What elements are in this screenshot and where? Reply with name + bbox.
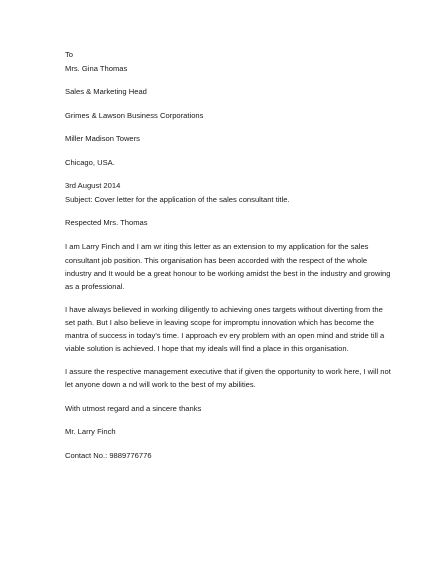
recipient-name: Mrs. Gina Thomas [65, 64, 128, 73]
to-label: To [65, 50, 74, 59]
closing-line: With utmost regard and a sincere thanks [65, 404, 202, 413]
recipient-title: Sales & Marketing Head [65, 87, 147, 96]
recipient-city: Chicago, USA. [65, 158, 115, 167]
paragraph-2-line: mantra of success in today's time. I approach ev ery problem with an open mind and stride till a [65, 331, 385, 340]
letter-subject: Subject: Cover letter for the application of the sales consultant title. [65, 195, 290, 204]
paragraph-2-line: set path. But I also believe in leaving scope for impromptu innovation which has become the [65, 318, 374, 327]
paragraph-1-line: consultant job position. This organisation has been accorded with the respect of the whole [65, 256, 368, 265]
recipient-building: Miller Madison Towers [65, 134, 140, 143]
paragraph-3-line: I assure the respective management executive that if given the opportunity to work here, I will not [65, 367, 391, 376]
paragraph-2-line: viable solution is achieved. I hope that my ideals will find a place in this organisation. [65, 344, 349, 353]
salutation: Respected Mrs. Thomas [65, 218, 148, 227]
paragraph-2-line: I have always believed in working diligently to achieving ones targets without diverting from the [65, 305, 383, 314]
letter-date: 3rd August 2014 [65, 181, 121, 190]
paragraph-3-line: let anyone down a nd will work to the best of my abilities. [65, 380, 256, 389]
contact-number: Contact No.: 9889776776 [65, 451, 152, 460]
paragraph-1-line: as a professional. [65, 282, 125, 291]
signature-name: Mr. Larry Finch [65, 427, 116, 436]
paragraph-1-line: I am Larry Finch and I am wr iting this letter as an extension to my application for the sales [65, 242, 369, 251]
recipient-company: Grimes & Lawson Business Corporations [65, 111, 204, 120]
paragraph-1-line: industry and It would be a great honour to be working amidst the best in the industry and growing [65, 269, 391, 278]
